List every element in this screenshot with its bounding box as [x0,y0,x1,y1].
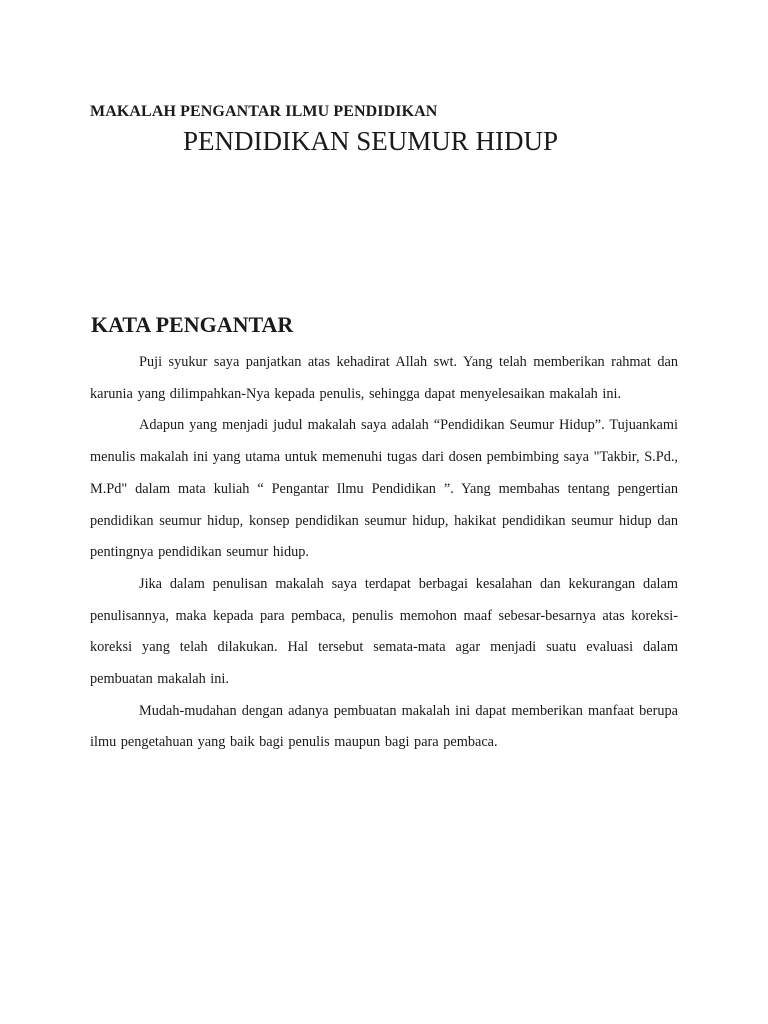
document-title: PENDIDIKAN SEUMUR HIDUP [183,126,559,156]
paragraph: Jika dalam penulisan makalah saya terdapat berbagai kesalahan dan kekurangan dalam penulisannya, maka kepada para pembaca, penulis memohon maaf sebesar-besarnya atas koreksi-koreksi yang telah dilakukan. Hal tersebut semata-mata agar menjadi suatu evaluasi dalam pembuatan makalah ini. [90,575,678,688]
document-body [90,347,678,759]
paragraph: Puji syukur saya panjatkan atas kehadirat Allah swt. Yang telah memberikan rahmat dan karunia yang dilimpahkan-Nya kepada penulis, sehingga dapat menyelesaikan makalah ini. [90,354,678,402]
section-heading: KATA PENGANTAR [91,312,294,337]
paragraph: Mudah-mudahan dengan adanya pembuatan makalah ini dapat memberikan manfaat berupa ilmu pengetahuan yang baik bagi penulis maupun bagi para pembaca. [90,702,678,751]
paragraph: Adapun yang menjadi judul makalah saya adalah “Pendidikan Seumur Hidup”. Tujuankami menulis makalah ini yang utama untuk memenuhi tugas dari dosen pembimbing saya "Takbir, S.Pd., M.Pd" dalam mata kuliah “ Pengantar Ilmu Pendidikan ”. Yang membahas tentang pengertian pendidikan seumur hidup, konsep pendidikan seumur hidup, hakikat pendidikan seumur hidup dan pentingnya pendidikan seumur hidup. [90,417,678,561]
document-header: MAKALAH PENGANTAR ILMU PENDIDIKAN [90,103,438,120]
